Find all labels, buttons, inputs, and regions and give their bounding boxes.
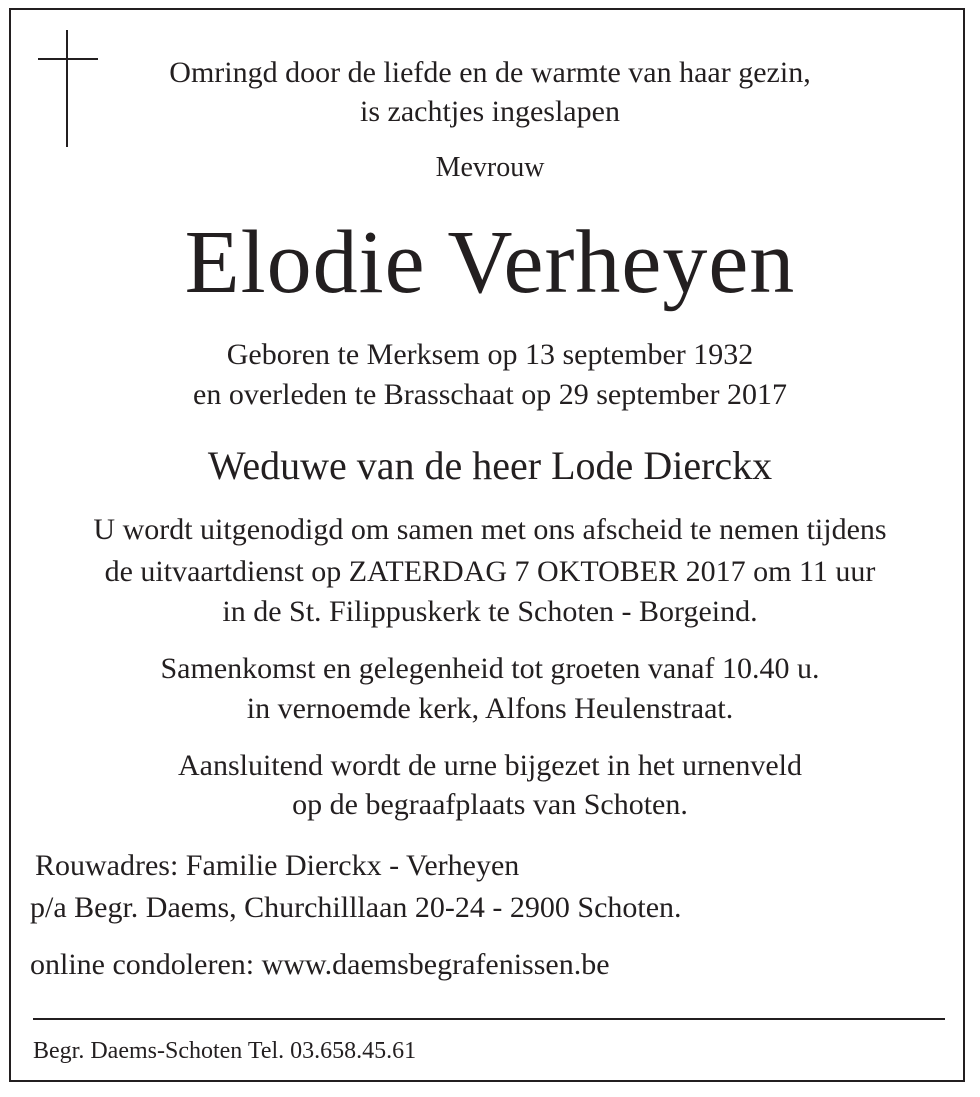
widow-line: Weduwe van de heer Lode Dierckx — [207, 443, 773, 488]
deceased-name: Elodie Verheyen — [184, 213, 796, 312]
online-condolence: online condoleren: www.daemsbegrafenissen.be — [30, 948, 610, 981]
address-line-2: p/a Begr. Daems, Churchilllaan 20-24 - 2900 Schoten. — [30, 891, 682, 924]
gathering-line-1: Samenkomst en gelegenheid tot groeten vanaf 10.40 u. — [160, 652, 820, 685]
death-line: en overleden te Brasschaat op 29 september 2017 — [193, 378, 787, 411]
footer-funeral-home: Begr. Daems-Schoten Tel. 03.658.45.61 — [33, 1038, 417, 1064]
service-line-3: in de St. Filippuskerk te Schoten - Borgeind. — [222, 595, 758, 628]
intro-line-1: Omringd door de liefde en de warmte van haar gezin, — [169, 56, 811, 89]
birth-line: Geboren te Merksem op 13 september 1932 — [226, 338, 754, 371]
service-line-1: U wordt uitgenodigd om samen met ons afscheid te nemen tijdens — [93, 513, 887, 546]
burial-line-1: Aansluitend wordt de urne bijgezet in het urnenveld — [178, 749, 802, 782]
service-line-2: de uitvaartdienst op ZATERDAG 7 OKTOBER 2017 om 11 uur — [104, 555, 876, 588]
intro-line-2: is zachtjes ingeslapen — [360, 95, 620, 128]
address-line-1: Rouwadres: Familie Dierckx - Verheyen — [35, 849, 520, 882]
cross-vertical-bar — [66, 30, 68, 147]
gathering-line-2: in vernoemde kerk, Alfons Heulenstraat. — [246, 692, 734, 725]
salutation: Mevrouw — [435, 152, 545, 183]
footer-divider — [33, 1018, 945, 1020]
burial-line-2: op de begraafplaats van Schoten. — [292, 788, 688, 821]
